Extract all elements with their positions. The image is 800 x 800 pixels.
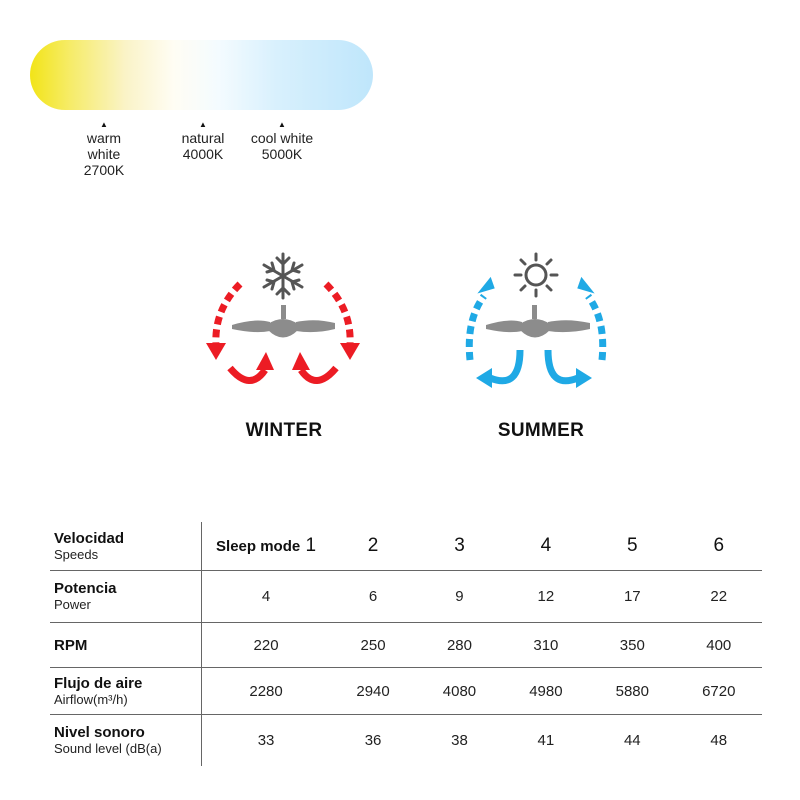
ceiling-fan-icon <box>232 305 335 338</box>
table-cell: 5 <box>627 535 638 556</box>
sleep-mode-label: Sleep mode <box>216 538 301 555</box>
table-cell: 9 <box>416 571 502 623</box>
table-cell: 33 <box>202 715 330 767</box>
table-cell: 4 <box>540 535 552 556</box>
row-header <box>50 522 202 571</box>
table-cell: 2 <box>367 535 379 556</box>
table-cell: 22 <box>676 571 762 623</box>
table-cell: 250 <box>330 623 416 668</box>
temp-name: natural <box>181 130 225 146</box>
speed-value: 1 <box>305 535 317 556</box>
row-header <box>50 715 202 767</box>
table-cell: 6 <box>330 571 416 623</box>
table-cell: 3 <box>454 535 465 556</box>
table-cell: 36 <box>330 715 416 767</box>
fan-specifications-table <box>50 522 762 766</box>
table-cell: 4980 <box>503 668 589 715</box>
row-label-en: Sound level (dB(a) <box>54 741 162 756</box>
snowflake-icon <box>264 254 302 298</box>
row-label-es: RPM <box>54 636 88 654</box>
table-cell: 6 <box>713 535 725 556</box>
triangle-up-icon: ▲ <box>100 120 108 129</box>
table-cell: 12 <box>503 571 589 623</box>
row-header <box>50 623 202 668</box>
row-header <box>50 668 202 715</box>
table-cell <box>202 522 330 571</box>
triangle-up-icon: ▲ <box>199 120 207 129</box>
table-row-power <box>50 571 762 623</box>
row-header <box>50 571 202 623</box>
table-cell: 5880 <box>589 668 675 715</box>
table-cell: 48 <box>676 715 762 767</box>
winter-label: WINTER <box>245 420 323 441</box>
table-row-airflow <box>50 668 762 715</box>
table-cell: 310 <box>503 623 589 668</box>
temp-kelvin: 2700K <box>83 162 125 178</box>
table-cell: 280 <box>416 623 502 668</box>
row-label-es: Velocidad <box>54 529 125 547</box>
row-label-es: Nivel sonoro <box>54 724 145 741</box>
summer-illustration <box>469 254 602 388</box>
sun-icon <box>515 254 557 296</box>
table-cell: 4 <box>202 571 330 623</box>
table-cell: 400 <box>676 623 762 668</box>
winter-illustration <box>206 254 360 381</box>
table-cell: 220 <box>202 623 330 668</box>
table-cell: 2940 <box>330 668 416 715</box>
table-cell: 38 <box>416 715 502 767</box>
row-label-en: Airflow(m³/h) <box>54 691 128 707</box>
table-cell: 44 <box>589 715 675 767</box>
summer-label: SUMMER <box>497 420 585 441</box>
temp-kelvin: 5000K <box>261 146 303 162</box>
table-cell: 4080 <box>416 668 502 715</box>
row-label-en: Speeds <box>54 546 99 562</box>
temp-name: cool white <box>250 130 314 146</box>
table-cell: 17 <box>589 571 675 623</box>
temp-kelvin: 4000K <box>182 146 224 162</box>
triangle-up-icon: ▲ <box>278 120 286 129</box>
row-label-es: Potencia <box>54 580 117 597</box>
table-row-rpm <box>50 623 762 668</box>
ceiling-fan-icon <box>486 305 590 338</box>
table-cell: 6720 <box>676 668 762 715</box>
table-cell: 350 <box>589 623 675 668</box>
table-row-sound-level <box>50 715 762 767</box>
table-row-speeds <box>50 522 762 571</box>
table-cell: 2280 <box>202 668 330 715</box>
table-cell: 41 <box>503 715 589 767</box>
row-label-en: Power <box>54 597 91 612</box>
row-label-es: Flujo de aire <box>54 674 143 692</box>
temp-name: warm white <box>86 130 122 162</box>
